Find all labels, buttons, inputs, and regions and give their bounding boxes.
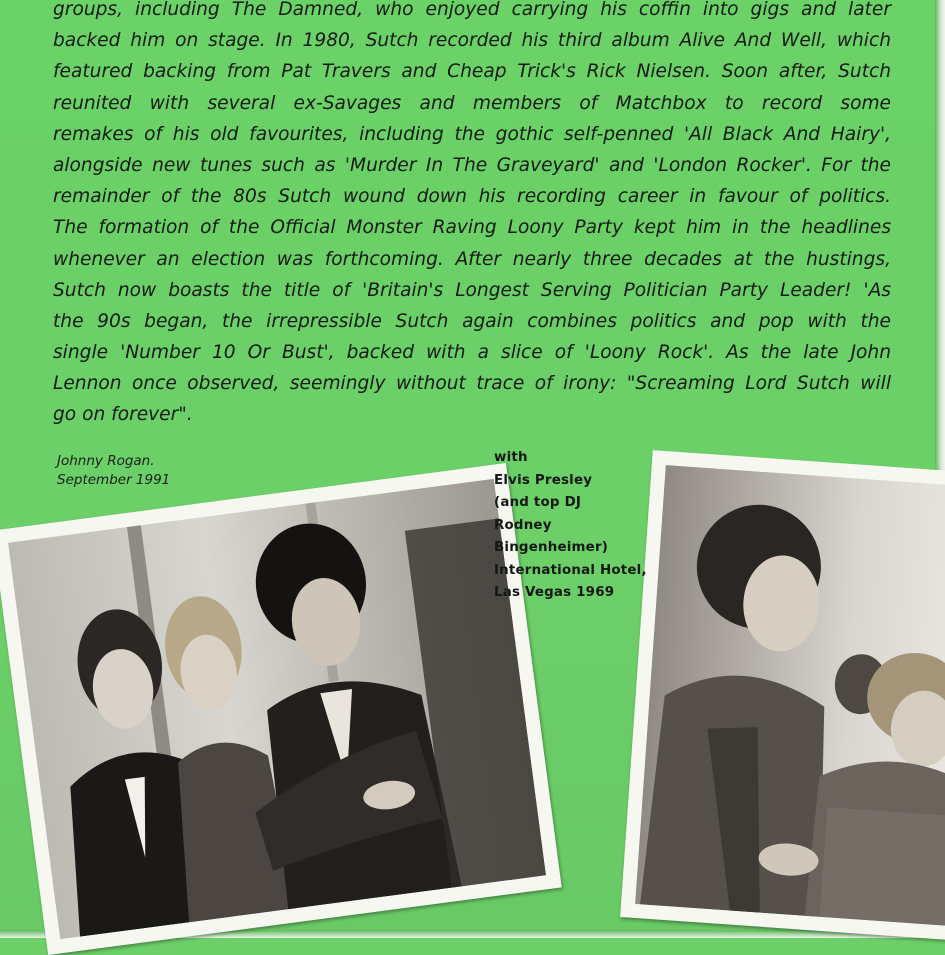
article-line: groups, including The Damned, who enjoyed carrying his coffin into gigs and later xyxy=(53,0,891,20)
article-line: remainder of the 80s Sutch wound down his recording career in favour of politics. xyxy=(53,186,891,208)
article-line: featured backing from Pat Travers and Cheap Trick's Rick Nielsen. Soon after, Sutch xyxy=(53,61,891,83)
article-line: the 90s began, the irrepressible Sutch again combines politics and pop with the xyxy=(53,310,891,332)
caption-line: (and top DJ xyxy=(494,495,582,510)
credit-date: September 1991 xyxy=(57,472,171,488)
author-credit xyxy=(57,452,170,490)
article-line: reunited with several ex-Savages and members of Matchbox to record some xyxy=(53,92,891,114)
article-line: The formation of the Official Monster Raving Loony Party kept him in the headlines xyxy=(53,217,891,239)
photo-band-group xyxy=(620,450,945,942)
article-body xyxy=(53,0,891,431)
article-line: remakes of his old favourites, including the gothic self-penned 'All Black And Hairy', xyxy=(53,123,891,145)
author-name: Johnny Rogan. xyxy=(57,453,155,469)
article-line: Sutch now boasts the title of 'Britain's Longest Serving Politician Party Leader! 'As xyxy=(53,279,891,301)
photo-elvis-group xyxy=(0,463,562,955)
photo-elvis-group-image xyxy=(8,479,546,940)
article-line: Lennon once observed, seemingly without trace of irony: "Screaming Lord Sutch will xyxy=(53,373,891,395)
article-line: go on forever". xyxy=(53,404,193,426)
article-line: single 'Number 10 Or Bust', backed with a slice of 'Loony Rock'. As the late John xyxy=(53,342,891,364)
article-line: backed him on stage. In 1980, Sutch recorded his third album Alive And Well, which xyxy=(53,30,891,52)
article-line: whenever an election was forthcoming. After nearly three decades at the hustings, xyxy=(53,248,891,270)
article-line: alongside new tunes such as 'Murder In The Graveyard' and 'London Rocker'. For the xyxy=(53,154,891,176)
caption-line: Elvis Presley xyxy=(494,472,593,488)
caption-line: International Hotel, xyxy=(494,562,647,578)
caption-line: Bingenheimer) xyxy=(494,540,609,555)
caption-line: Las Vegas 1969 xyxy=(494,585,615,600)
caption-line: with xyxy=(494,450,528,465)
photo-caption xyxy=(494,447,647,605)
caption-line: Rodney xyxy=(494,517,552,533)
photo-band-group-image xyxy=(635,465,945,927)
